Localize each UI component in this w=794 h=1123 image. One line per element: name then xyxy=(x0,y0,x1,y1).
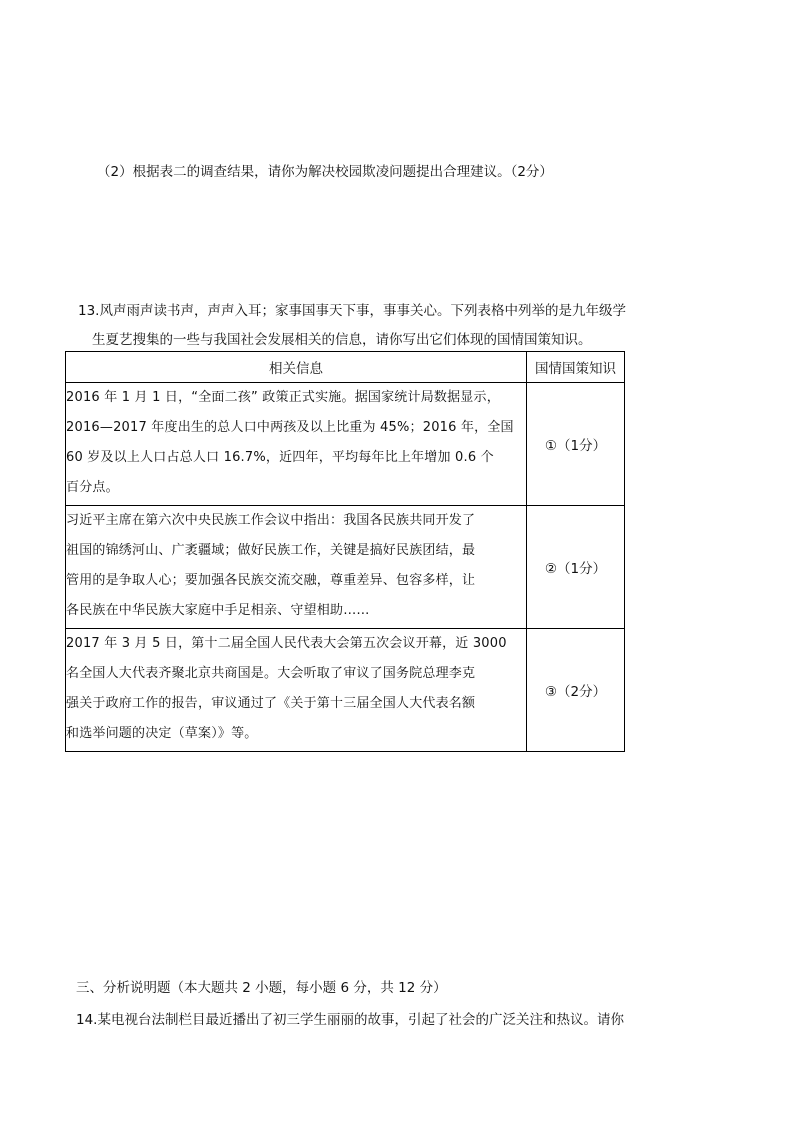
info-line: 2016—2017 年度出生的总人口中两孩及以上比重为 45%；2016 年，全国 xyxy=(66,420,514,435)
header-policy-knowledge: 国情国策知识 xyxy=(527,352,625,383)
info-line: 和选举问题的决定（草案）》等。 xyxy=(66,726,258,741)
info-line: 60 岁及以上人口占总人口 16.7%，近四年，平均每年比上年增加 0.6 个 xyxy=(66,450,494,465)
table-row xyxy=(66,506,625,629)
info-line: 各民族在中华民族大家庭中手足相亲、守望相助…… xyxy=(66,603,370,618)
question-13-stem-line-2: 生夏艺搜集的一些与我国社会发展相关的信息，请你写出它们体现的国情国策知识。 xyxy=(92,332,592,348)
info-line: 2017 年 3 月 5 日，第十二届全国人民代表大会第五次会议开幕，近 3000 xyxy=(66,636,507,651)
info-cell xyxy=(66,629,527,752)
question-12-part-2: （2）根据表二的调查结果，请你为解决校园欺凌问题提出合理建议。（2分） xyxy=(97,164,553,180)
info-line: 管用的是争取人心；要加强各民族交流交融，尊重差异、包容多样，让 xyxy=(66,573,476,588)
info-line: 强关于政府工作的报告，审议通过了《关于第十三届全国人大代表名额 xyxy=(66,696,476,711)
table-header-row xyxy=(66,352,625,383)
question-14-stem-line-1: 14.某电视台法制栏目最近播出了初三学生丽丽的故事，引起了社会的广泛关注和热议。请你 xyxy=(76,1012,624,1028)
answer-cell-1: ①（1分） xyxy=(527,383,625,506)
section-3-title: 三、分析说明题（本大题共 2 小题，每小题 6 分，共 12 分） xyxy=(76,980,447,996)
header-related-info: 相关信息 xyxy=(66,352,527,383)
info-cell xyxy=(66,506,527,629)
info-cell xyxy=(66,383,527,506)
info-line: 祖国的锦绣河山、广袤疆域；做好民族工作，关键是搞好民族团结，最 xyxy=(66,543,476,558)
table-row xyxy=(66,383,625,506)
question-13-stem-line-1: 13.风声雨声读书声，声声入耳；家事国事天下事，事事关心。下列表格中列举的是九年级学 xyxy=(78,303,626,319)
answer-cell-2: ②（1分） xyxy=(527,506,625,629)
info-line: 百分点。 xyxy=(66,480,119,495)
info-line: 习近平主席在第六次中央民族工作会议中指出：我国各民族共同开发了 xyxy=(66,513,476,528)
info-line: 2016 年 1 月 1 日，“全面二孩” 政策正式实施。据国家统计局数据显示， xyxy=(66,390,500,405)
answer-cell-3: ③（2分） xyxy=(527,629,625,752)
table-row xyxy=(66,629,625,752)
info-line: 名全国人大代表齐聚北京共商国是。大会听取了审议了国务院总理李克 xyxy=(66,666,476,681)
national-policy-table xyxy=(65,351,625,752)
